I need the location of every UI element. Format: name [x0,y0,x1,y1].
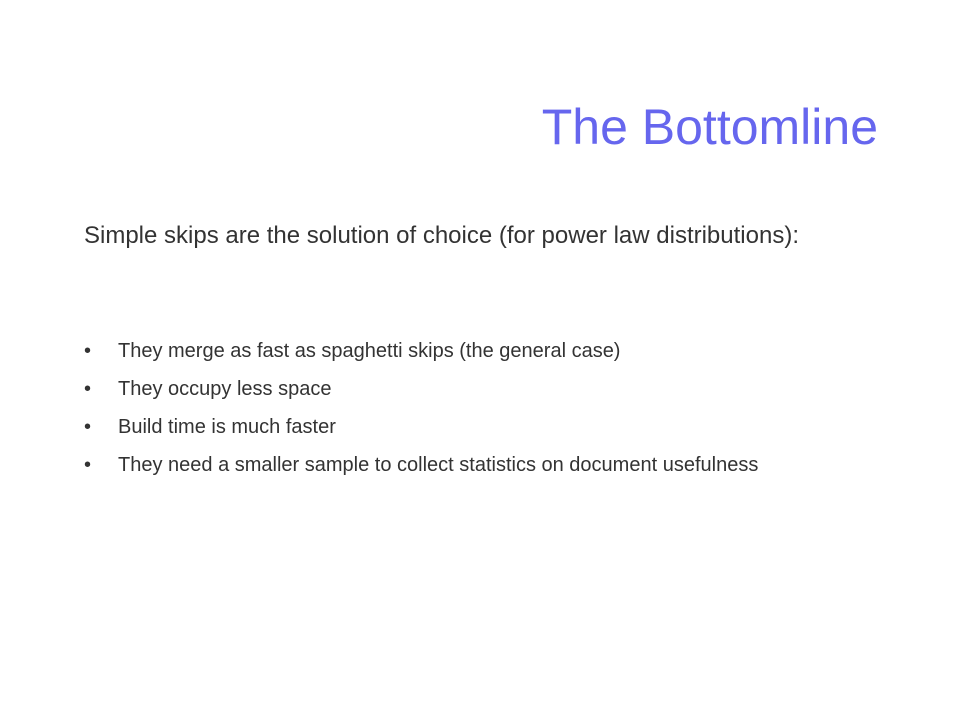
bullet-text: They need a smaller sample to collect statistics on document usefulness [118,454,759,476]
bullet-text: They merge as fast as spaghetti skips (the general case) [118,340,621,362]
bullet-text: Build time is much faster [118,416,336,438]
bullet-icon: • [84,454,92,476]
lead-paragraph: Simple skips are the solution of choice (for power law distributions): [84,222,799,249]
bullet-icon: • [84,416,92,438]
bullet-item [84,375,874,403]
bullet-item [84,337,874,365]
bullet-list [84,337,874,489]
bullet-text: They occupy less space [118,378,332,400]
bullet-item [84,451,874,479]
bullet-item [84,413,874,441]
slide-title: The Bottomline [541,99,878,155]
bullet-icon: • [84,378,92,400]
bullet-icon: • [84,340,92,362]
